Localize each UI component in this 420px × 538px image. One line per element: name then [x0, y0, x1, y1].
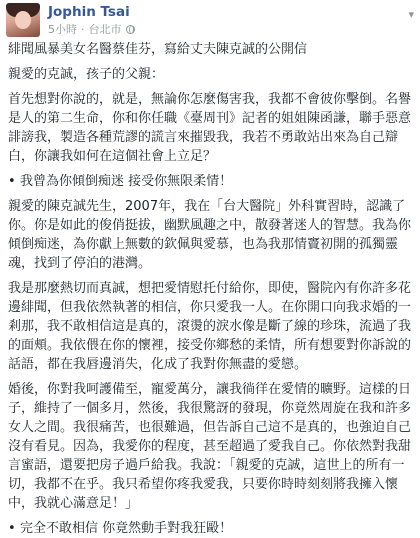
section-heading-text: 我曾為你傾倒痴迷 接受你無限柔情！ [20, 174, 233, 189]
globe-icon [126, 25, 135, 34]
post-title: 緋聞風暴美女名醫蔡佳芬，寫給丈夫陳克誠的公開信 [8, 42, 308, 57]
bullet-icon: • [8, 174, 16, 189]
post-body [0, 40, 420, 538]
meta-separator: · [81, 22, 85, 36]
post-paragraph: 我是那麼熱切而真誠，想把愛情慰托付給你，即使，醫院內有你許多花邊緋聞，但我依然執著的相信，你只愛我一人。在你開口向我求婚的一剎那，我不敢相信這是真的，滾燙的淚水像是斷了線的珍珠，流過了我的面頰。我依偎在你的懷裡，接受你鄉愁的柔情，所有想要對你訴說的話語，都在我唇邊消失，化成了我對你無盡的愛戀。 [8, 281, 412, 372]
section-heading-text: 完全不敢相信 你竟然動手對我狂毆！ [20, 521, 233, 536]
post-location[interactable]: 台北市 [88, 23, 122, 36]
section-heading [8, 172, 412, 191]
post-paragraph: 親愛的陳克誠先生，2007年，我在「台大醫院」外科實習時，認識了你。你是如此的俊俏挺拔，幽默風趣之中，散發著迷人的智慧。我為你傾倒痴迷，為你獻上無數的欽佩與愛慕，也為我那情竇初開的孤獨靈魂，找到了停泊的港灣。 [8, 199, 412, 271]
post-paragraph: 首先想對你說的，就是，無論你怎麼傷害我，我都不會彼你擊倒。名譽是人的第二生命，你和你任職《臺周刊》記者的姐姐陳函謙，聯手惡意誹謗我，製造各種荒謬的謊言來摧毀我，我若不勇敢站出來為自己辯白，你讓我如何在這個社會上立足？ [8, 92, 412, 164]
post-meta [48, 21, 135, 37]
avatar[interactable] [6, 3, 40, 37]
post-time[interactable]: 5小時 [48, 23, 77, 36]
section-heading [8, 519, 412, 538]
post-greeting: 親愛的克誠，孩子的父親： [8, 67, 165, 82]
chevron-down-icon[interactable]: ▾ [408, 8, 414, 21]
post-paragraph: 婚後，你對我呵護備至，寵愛萬分，讓我徜徉在愛情的曠野。這樣的日子，維持了一個多月，然後，我很驚訝的發現，你竟然周旋在我和許多女人之間。我很痛苦，也很難過，但告訴自己這不是真的，也強迫自己沒有看見。因為，我愛你的程度，甚至超過了愛我自己。你依然對我甜言蜜語，還要把房子過戶給我。我說：「親愛的克誠，這世上的所有一切，我都不在乎。我只希望你疼我愛我，只要你時時刻刻將我擁入懷中，我就心滿意足！」 [8, 382, 412, 511]
bullet-icon: • [8, 521, 16, 536]
post-header [0, 0, 420, 40]
author-name[interactable]: Jophin Tsai [48, 4, 130, 20]
avatar-face [15, 11, 31, 29]
